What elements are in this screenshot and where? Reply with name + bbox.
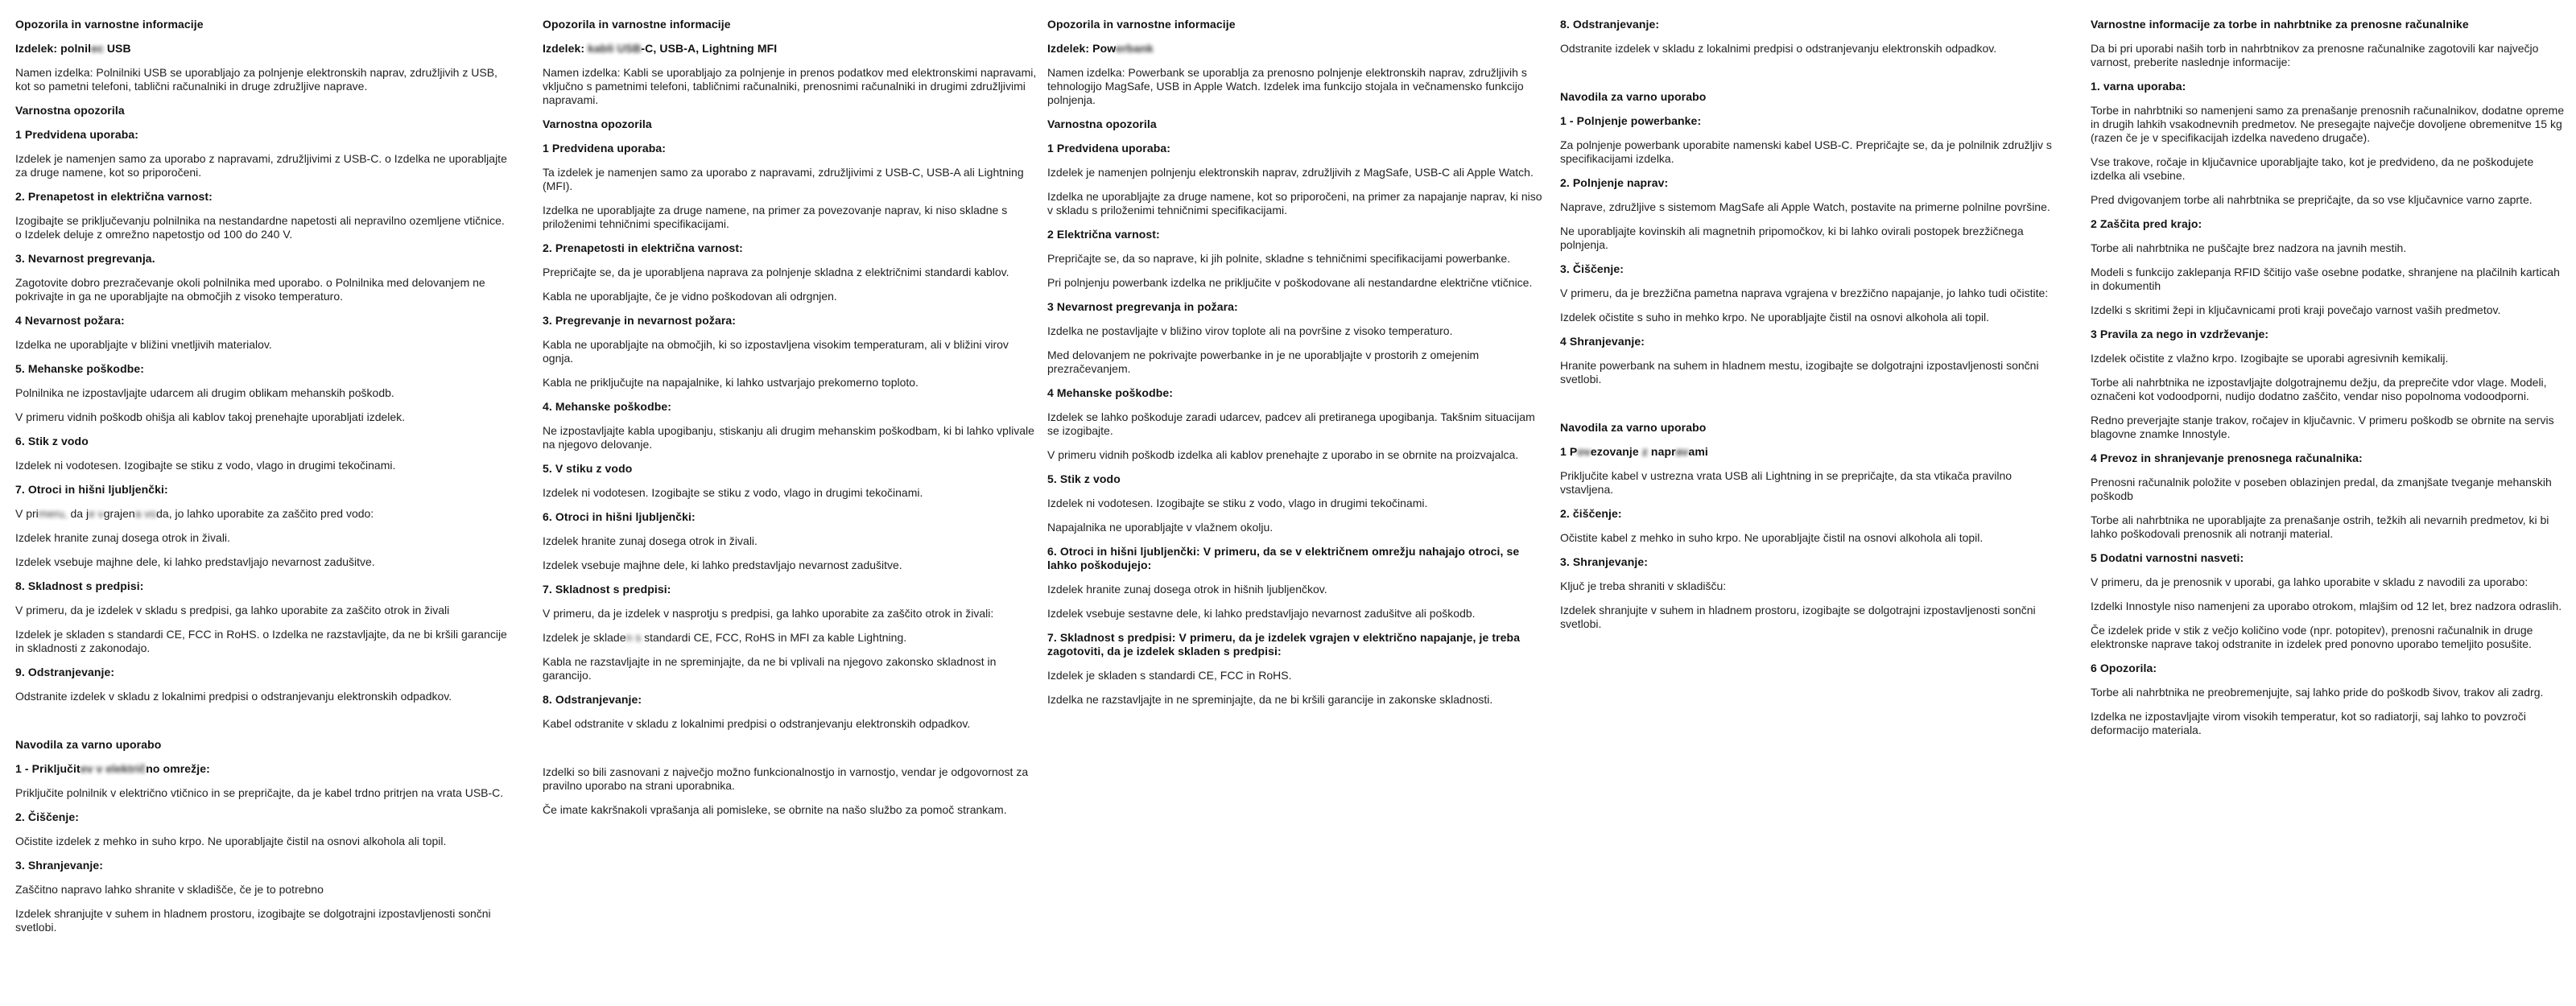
blurred-text: ev v električ [80, 762, 147, 775]
paragraph: Kabla ne uporabljajte na območjih, ki so izpostavljena visokim temperaturam, ali v bližini virov ognja. [543, 338, 1009, 365]
paragraph: Izdelki Innostyle niso namenjeni za uporabo otrokom, mlajšim od 12 let, brez nadzora odraslih. [2091, 600, 2562, 612]
paragraph: Pri polnjenju powerbank izdelka ne priključite v poškodovane ali nestandardne električne vtičnice. [1047, 276, 1533, 289]
paragraph: Prepričajte se, da je uporabljena naprava za polnjenje skladna z električnimi standardi kablov. [543, 266, 1009, 278]
paragraph: Zaščitno napravo lahko shranite v skladišče, če je to potrebno [15, 883, 324, 896]
paragraph: Izdelka ne postavljajte v bližino virov toplote ali na površine z visoko temperaturo. [1047, 324, 1453, 337]
paragraph: Izdelek hranite zunaj dosega otrok in živali. [15, 531, 230, 544]
heading: 1. varna uporaba: [2091, 80, 2186, 93]
paragraph: Izdelki so bili zasnovani z največjo možno funkcionalnostjo in varnostjo, vendar je odgovornost za pravilno uporabo na strani uporabnika. [543, 765, 1029, 792]
paragraph: Naprave, združljive s sistemom MagSafe ali Apple Watch, postavite na primerne polnilne površine. [1560, 200, 2050, 213]
paragraph: Če izdelek pride v stik z večjo količino vode (npr. potopitev), prenosni računalnik in druge elektronske naprave takoj odstranite in izdelek pred ponovno uporabo temeljito posušite. [2091, 624, 2533, 650]
heading: 5. V stiku z vodo [543, 462, 633, 475]
paragraph: Izdelka ne uporabljajte v bližini vnetljivih materialov. [15, 338, 272, 351]
paragraph: Izdelka ne izpostavljajte virom visokih temperatur, kot so radiatorji, saj lahko to povzroči deformacijo materiala. [2091, 710, 2526, 736]
heading: 1 Predvidena uporaba: [1047, 142, 1171, 155]
heading: 8. Odstranjevanje: [543, 693, 642, 706]
paragraph: Prepričajte se, da so naprave, ki jih polnite, skladne s tehničnimi specifikacijami powerbanke. [1047, 252, 1511, 265]
heading: 7. Otroci in hišni ljubljenčki: [15, 483, 168, 496]
heading: 3. Shranjevanje: [1560, 555, 1648, 568]
paragraph: V primeru, da je vgrajena voda, jo lahko uporabite za zaščito pred vodo: [15, 507, 374, 520]
paragraph: Izdelka ne uporabljajte za druge namene, na primer za povezovanje naprav, ki niso skladne s priloženimi tehničnimi specifikacijami. [543, 204, 1008, 230]
heading: 5. Stik z vodo [1047, 472, 1121, 485]
paragraph: Torbe ali nahrbtnika ne puščajte brez nadzora na javnih mestih. [2091, 241, 2407, 254]
paragraph: Torbe ali nahrbtnika ne izpostavljajte dolgotrajnemu dežju, da preprečite vdor vlage. Modeli, označeni kot vodoodporni, nudijo dodatno zaščito, vendar niso popolnoma vodoodporni. [2091, 376, 2547, 402]
paragraph: Izdelek hranite zunaj dosega otrok in hišnih ljubljenčkov. [1047, 583, 1327, 596]
paragraph: Izdelek ni vodotesen. Izogibajte se stiku z vodo, vlago in drugimi tekočinami. [15, 459, 396, 472]
paragraph: Torbe ali nahrbtnika ne uporabljajte za prenašanje ostrih, težkih ali nevarnih predmetov, ki bi lahko poškodovali prenosnik ali notranji material. [2091, 513, 2549, 540]
paragraph: V primeru vidnih poškodb izdelka ali kablov prenehajte z uporabo in se obrnite na proizvajalca. [1047, 448, 1519, 461]
blurred-text: erbank [1116, 42, 1154, 55]
blurred-text: meru, [38, 507, 68, 520]
heading: 8. Odstranjevanje: [1560, 18, 1660, 31]
column-4 [1560, 18, 2058, 641]
heading: Navodila za varno uporabo [1560, 421, 1707, 434]
paragraph: Odstranite izdelek v skladu z lokalnimi predpisi o odstranjevanju elektronskih odpadkov. [15, 690, 452, 703]
heading: 6. Otroci in hišni ljubljenčki: [543, 510, 696, 523]
heading: 3. Čiščenje: [1560, 262, 1624, 275]
paragraph: Izdelek je namenjen samo za uporabo z napravami, združljivimi z USB-C. o Izdelka ne uporabljajte za druge namene, kot so priporočeni. [15, 152, 507, 179]
paragraph: V primeru, da je izdelek v nasprotju s predpisi, ga lahko uporabite za zaščito otrok in živali: [543, 607, 994, 620]
paragraph: Torbe ali nahrbtnika ne preobremenjujte, saj lahko pride do poškodb šivov, trakov ali zadrg. [2091, 686, 2544, 699]
heading: 6. Otroci in hišni ljubljenčki: V primeru, da se v električnem omrežju nahajajo otroci, se lahko poškodujejo: [1047, 545, 1520, 571]
paragraph: Izdelek ni vodotesen. Izogibajte se stiku z vodo, vlago in drugimi tekočinami. [543, 486, 923, 499]
paragraph: Hranite powerbank na suhem in hladnem mestu, izogibajte se dolgotrajni izpostavljenosti sončni svetlobi. [1560, 359, 2039, 385]
heading: 4 Shranjevanje: [1560, 335, 1645, 348]
heading: Varnostna opozorila [15, 104, 125, 117]
blurred-text: av [1675, 445, 1689, 458]
paragraph: Če imate kakršnakoli vprašanja ali pomisleke, se obrnite na našo službo za pomoč strankam. [543, 803, 1007, 816]
heading: 5. Mehanske poškodbe: [15, 362, 145, 375]
paragraph: Vse trakove, ročaje in ključavnice uporabljajte tako, kot je predvideno, da ne poškodujete izdelka ali vsebine. [2091, 155, 2534, 182]
paragraph: Namen izdelka: Powerbank se uporablja za prenosno polnjenje elektronskih naprav, združljivih s tehnologijo MagSafe, USB in Apple Watch. Izdelek ima funkcijo stojala in večnamensko funkcijo polnjenja. [1047, 66, 1527, 106]
blurred-text: kabli USB [588, 42, 642, 55]
heading: Navodila za varno uporabo [15, 738, 162, 751]
heading: 2 Zaščita pred krajo: [2091, 217, 2202, 230]
paragraph: Izdelka ne uporabljajte za druge namene, kot so priporočeni, na primer za napajanje naprav, ki niso v skladu s priloženimi tehničnimi specifikacijami. [1047, 190, 1542, 216]
paragraph: V primeru, da je izdelek v skladu s predpisi, ga lahko uporabite za zaščito otrok in živali [15, 604, 450, 616]
heading: Izdelek: Powerbank [1047, 42, 1154, 55]
paragraph: Izdelek vsebuje majhne dele, ki lahko predstavljajo nevarnost zadušitve. [15, 555, 375, 568]
heading: 2 Električna varnost: [1047, 228, 1160, 241]
paragraph: Da bi pri uporabi naših torb in nahrbtnikov za prenosne računalnike zagotovili kar največjo varnost, preberite naslednje informacije: [2091, 42, 2539, 68]
blurred-text: ec [91, 42, 104, 55]
heading: 1 - Polnjenje powerbanke: [1560, 114, 1702, 127]
column-2 [543, 18, 1040, 827]
paragraph: Kabla ne uporabljajte, če je vidno poškodovan ali odrgnjen. [543, 290, 837, 303]
paragraph: Izdelek ni vodotesen. Izogibajte se stiku z vodo, vlago in drugimi tekočinami. [1047, 497, 1428, 509]
heading: Izdelek: kabli USB-C, USB-A, Lightning MFI [543, 42, 778, 55]
paragraph: Izdelek hranite zunaj dosega otrok in živali. [543, 534, 758, 547]
heading: 4 Mehanske poškodbe: [1047, 386, 1174, 399]
column-3 [1047, 18, 1545, 717]
paragraph: Pred dvigovanjem torbe ali nahrbtnika se prepričajte, da so vse ključavnice varno zaprte. [2091, 193, 2533, 206]
heading: Opozorila in varnostne informacije [1047, 18, 1236, 31]
heading: 1 Predvidena uporaba: [543, 142, 667, 155]
heading: 7. Skladnost s predpisi: [543, 583, 671, 596]
heading: 2. Čiščenje: [15, 810, 80, 823]
column-1 [15, 18, 513, 945]
paragraph: Kabla ne razstavljajte in ne spreminjajte, da ne bi vplivali na njegovo zakonsko skladnost in garancijo. [543, 655, 997, 682]
heading: 6. Stik z vodo [15, 435, 89, 447]
blurred-text: ov [1577, 445, 1591, 458]
paragraph: V primeru, da je brezžična pametna naprava vgrajena v brezžično napajanje, jo lahko tudi očistite: [1560, 287, 2049, 299]
paragraph: Izogibajte se priključevanju polnilnika na nestandardne napetosti ali nepravilno ozemljene vtičnice. o Izdelek deluje z omrežno napetostjo od 100 do 240 V. [15, 214, 505, 241]
paragraph: Priključite kabel v ustrezna vrata USB ali Lightning in se prepričajte, da sta vtikača pravilno vstavljena. [1560, 469, 2013, 496]
heading: 3 Nevarnost pregrevanja in požara: [1047, 300, 1238, 313]
paragraph: Očistite izdelek z mehko in suho krpo. Ne uporabljajte čistil na osnovi alkohola ali topil. [15, 835, 447, 847]
paragraph: Polnilnika ne izpostavljajte udarcem ali drugim oblikam mehanskih poškodb. [15, 386, 394, 399]
paragraph: Izdelek očistite z vlažno krpo. Izogibajte se uporabi agresivnih kemikalij. [2091, 352, 2449, 365]
heading: 2. Prenapetosti in električna varnost: [543, 241, 743, 254]
heading: 1 Povezovanje z napravami [1560, 445, 1708, 458]
heading: Navodila za varno uporabo [1560, 90, 1707, 103]
paragraph: Zagotovite dobro prezračevanje okoli polnilnika med uporabo. o Polnilnika med delovanjem ne pokrivajte in ga ne uporabljajte na območjih z visoko temperaturo. [15, 276, 485, 303]
heading: 3. Nevarnost pregrevanja. [15, 252, 155, 265]
heading: 6 Opozorila: [2091, 662, 2157, 674]
heading: 4 Nevarnost požara: [15, 314, 125, 327]
heading: 7. Skladnost s predpisi: V primeru, da je izdelek vgrajen v električno napajanje, je treba zagotoviti, da je izdelek skladen s predpisi: [1047, 631, 1521, 658]
blurred-text: e v [89, 507, 104, 520]
paragraph: Izdelek je skladen s standardi CE, FCC, RoHS in MFI za kable Lightning. [543, 631, 907, 644]
paragraph: V primeru, da je prenosnik v uporabi, ga lahko uporabite v skladu z navodili za uporabo: [2091, 575, 2529, 588]
heading: 5 Dodatni varnostni nasveti: [2091, 551, 2244, 564]
heading: 8. Skladnost s predpisi: [15, 579, 144, 592]
blurred-text: z [1641, 445, 1648, 458]
heading: Opozorila in varnostne informacije [15, 18, 204, 31]
paragraph: Kabel odstranite v skladu z lokalnimi predpisi o odstranjevanju elektronskih odpadkov. [543, 717, 971, 730]
paragraph: Izdelka ne razstavljajte in ne spreminjajte, da ne bi kršili garancije in zakonske skladnosti. [1047, 693, 1493, 706]
paragraph: Namen izdelka: Polnilniki USB se uporabljajo za polnjenje elektronskih naprav, združljivih z USB, kot so pametni telefoni, tablični računalniki in druge združljive naprave. [15, 66, 497, 93]
paragraph: Očistite kabel z mehko in suho krpo. Ne uporabljajte čistil na osnovi alkohola ali topil. [1560, 531, 1984, 544]
blurred-text: a vo [134, 507, 157, 520]
heading: 2. čiščenje: [1560, 507, 1622, 520]
paragraph: Za polnjenje powerbank uporabite namenski kabel USB-C. Prepričajte se, da je polnilnik združljiv s specifikacijami izdelka. [1560, 138, 2052, 165]
paragraph: Napajalnika ne uporabljajte v vlažnem okolju. [1047, 521, 1274, 534]
heading: 4. Mehanske poškodbe: [543, 400, 672, 413]
heading: 2. Prenapetost in električna varnost: [15, 190, 213, 203]
paragraph: V primeru vidnih poškodb ohišja ali kablov takoj prenehajte uporabljati izdelek. [15, 410, 406, 423]
paragraph: Izdelek je namenjen polnjenju elektronskih naprav, združljivih z MagSafe, USB-C ali Apple Watch. [1047, 166, 1534, 179]
paragraph: Odstranite izdelek v skladu z lokalnimi predpisi o odstranjevanju elektronskih odpadkov. [1560, 42, 1997, 55]
paragraph: Ne izpostavljajte kabla upogibanju, stiskanju ali drugim mehanskim poškodbam, ki bi lahko vplivale na njegovo delovanje. [543, 424, 1034, 451]
paragraph: Izdelek shranjujte v suhem in hladnem prostoru, izogibajte se dolgotrajni izpostavljenosti sončni svetlobi. [1560, 604, 2036, 630]
paragraph: Kabla ne priključujte na napajalnike, ki lahko ustvarjajo prekomerno toploto. [543, 376, 919, 389]
heading: 9. Odstranjevanje: [15, 666, 115, 678]
heading: Izdelek: polnilec USB [15, 42, 131, 55]
heading: 4 Prevoz in shranjevanje prenosnega računalnika: [2091, 451, 2363, 464]
heading: 1 Predvidena uporaba: [15, 128, 139, 141]
paragraph: Izdelki s skritimi žepi in ključavnicami proti kraji povečajo varnost vaših predmetov. [2091, 303, 2501, 316]
paragraph: Izdelek shranjujte v suhem in hladnem prostoru, izogibajte se dolgotrajni izpostavljenosti sončni svetlobi. [15, 907, 491, 934]
heading: 3. Pregrevanje in nevarnost požara: [543, 314, 737, 327]
paragraph: Izdelek vsebuje majhne dele, ki lahko predstavljajo nevarnost zadušitve. [543, 559, 902, 571]
paragraph: Redno preverjajte stanje trakov, ročajev in ključavnic. V primeru poškodb se obrnite na servis blagovne znamke Innostyle. [2091, 414, 2554, 440]
heading: Varnostne informacije za torbe in nahrbtnike za prenosne računalnike [2091, 18, 2469, 31]
heading: 1 - Priključitev v električno omrežje: [15, 762, 210, 775]
paragraph: Ne uporabljajte kovinskih ali magnetnih pripomočkov, ki bi lahko ovirali postopek brezžičnega polnjenja. [1560, 225, 2024, 251]
heading: Varnostna opozorila [1047, 118, 1157, 130]
heading: 3 Pravila za nego in vzdrževanje: [2091, 328, 2269, 340]
paragraph: Med delovanjem ne pokrivajte powerbanke in je ne uporabljajte v prostorih z omejenim prezračevanjem. [1047, 348, 1480, 375]
paragraph: Izdelek se lahko poškoduje zaradi udarcev, padcev ali pretiranega upogibanja. Takšnim situacijam se izogibajte. [1047, 410, 1535, 437]
heading: Opozorila in varnostne informacije [543, 18, 731, 31]
paragraph: Izdelek vsebuje sestavne dele, ki lahko predstavljajo nevarnost zadušitve ali poškodb. [1047, 607, 1476, 620]
heading: 2. Polnjenje naprav: [1560, 176, 1669, 189]
paragraph: Prenosni računalnik položite v poseben oblazinjen predal, da zmanjšate tveganje mehanskih poškodb [2091, 476, 2552, 502]
paragraph: Ključ je treba shraniti v skladišču: [1560, 579, 1727, 592]
paragraph: Izdelek očistite s suho in mehko krpo. Ne uporabljajte čistil na osnovi alkohola ali topil. [1560, 311, 1990, 324]
paragraph: Torbe in nahrbtniki so namenjeni samo za prenašanje prenosnih računalnikov, dodatne opreme in drugih lahkih vsakodnevnih predmetov. Ne presegajte največje dovoljene obremenitve 15 kg (razen če je v specifikacijah izdelka navedeno drugače). [2091, 104, 2565, 144]
heading: Varnostna opozorila [543, 118, 652, 130]
paragraph: Izdelek je skladen s standardi CE, FCC in RoHS. [1047, 669, 1292, 682]
paragraph: Priključite polnilnik v električno vtičnico in se prepričajte, da je kabel trdno pritrjen na vrata USB-C. [15, 786, 504, 799]
heading: 3. Shranjevanje: [15, 859, 103, 872]
paragraph: Modeli s funkcijo zaklepanja RFID ščitijo vaše osebne podatke, shranjene na plačilnih karticah in dokumentih [2091, 266, 2560, 292]
paragraph: Namen izdelka: Kabli se uporabljajo za polnjenje in prenos podatkov med elektronskimi napravami, vključno s pametnimi telefoni, tabličnimi računalniki, prenosnimi računalniki in drugimi združljivimi napravami. [543, 66, 1037, 106]
column-5 [2091, 18, 2570, 748]
blurred-text: n s [625, 631, 642, 644]
paragraph: Izdelek je skladen s standardi CE, FCC in RoHS. o Izdelka ne razstavljajte, da ne bi kršili garancije in skladnosti z zakonodajo. [15, 628, 507, 654]
paragraph: Ta izdelek je namenjen samo za uporabo z napravami, združljivimi z USB-C, USB-A ali Lightning (MFI). [543, 166, 1024, 192]
